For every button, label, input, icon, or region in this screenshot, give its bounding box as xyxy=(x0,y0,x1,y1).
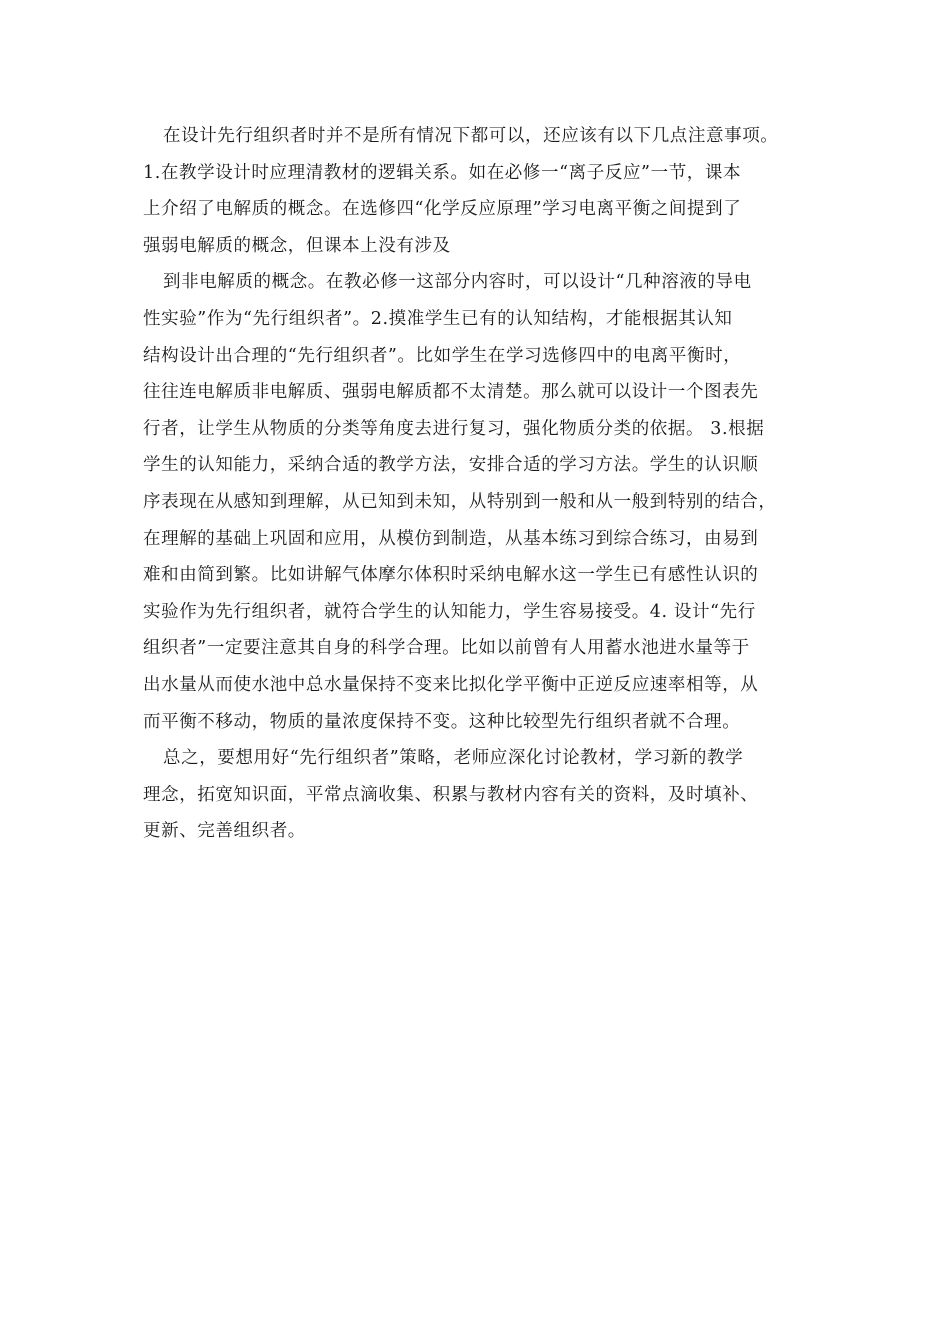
text-line: 理念，拓宽知识面，平常点滴收集、积累与教材内容有关的资料，及时填补、 xyxy=(143,784,759,805)
text-line: 在设计先行组织者时并不是所有情况下都可以，还应该有以下几点注意事项。 xyxy=(163,126,779,146)
text-line: 性实验”作为“先行组织者”。2.摸准学生已有的认知结构，才能根据其认知 xyxy=(143,308,733,329)
text-line: 学生的认知能力，采纳合适的教学方法，安排合适的学习方法。学生的认识顺 xyxy=(143,455,759,476)
text-line: 结构设计出合理的“先行组织者”。比如学生在学习选修四中的电离平衡时， xyxy=(143,345,742,366)
text-line: 出水量从而使水池中总水量保持不变来比拟化学平衡中正逆反应速率相等，从 xyxy=(143,674,759,695)
text-line: 往往连电解质非电解质、强弱电解质都不太清楚。那么就可以设计一个图表先 xyxy=(143,382,759,403)
text-line: 实验作为先行组织者，就符合学生的认知能力，学生容易接受。4. 设计“先行 xyxy=(143,601,756,622)
text-line: 总之，要想用好“先行组织者”策略，老师应深化讨论教材，学习新的教学 xyxy=(163,748,744,769)
paragraph-2 xyxy=(143,264,807,740)
text-line: 到非电解质的概念。在教必修一这部分内容时，可以设计“几种溶液的导电 xyxy=(163,272,752,293)
paragraph-3 xyxy=(143,740,807,850)
text-line: 难和由简到繁。比如讲解气体摩尔体积时采纳电解水这一学生已有感性认识的 xyxy=(143,565,759,586)
text-line: 而平衡不移动，物质的量浓度保持不变。这种比较型先行组织者就不合理。 xyxy=(143,711,741,732)
text-line: 更新、完善组织者。 xyxy=(143,821,306,842)
text-line: 在理解的基础上巩固和应用，从模仿到制造，从基本练习到综合练习，由易到 xyxy=(143,528,759,549)
paragraph-1 xyxy=(143,118,807,264)
text-line: 上介绍了电解质的概念。在选修四“化学反应原理”学习电离平衡之间提到了 xyxy=(143,199,742,220)
text-line: 1.在教学设计时应理清教材的逻辑关系。如在必修一“离子反应”一节，课本 xyxy=(143,162,742,183)
text-line: 行者，让学生从物质的分类等角度去进行复习，强化物质分类的依据。 3.根据 xyxy=(143,418,765,439)
text-line: 序表现在从感知到理解，从已知到未知，从特别到一般和从一般到特别的结合， xyxy=(143,491,777,512)
text-line: 组织者”一定要注意其自身的科学合理。比如以前曾有人用蓄水池进水量等于 xyxy=(143,638,750,659)
text-line: 强弱电解质的概念，但课本上没有涉及 xyxy=(143,235,451,256)
document-body xyxy=(143,118,807,850)
